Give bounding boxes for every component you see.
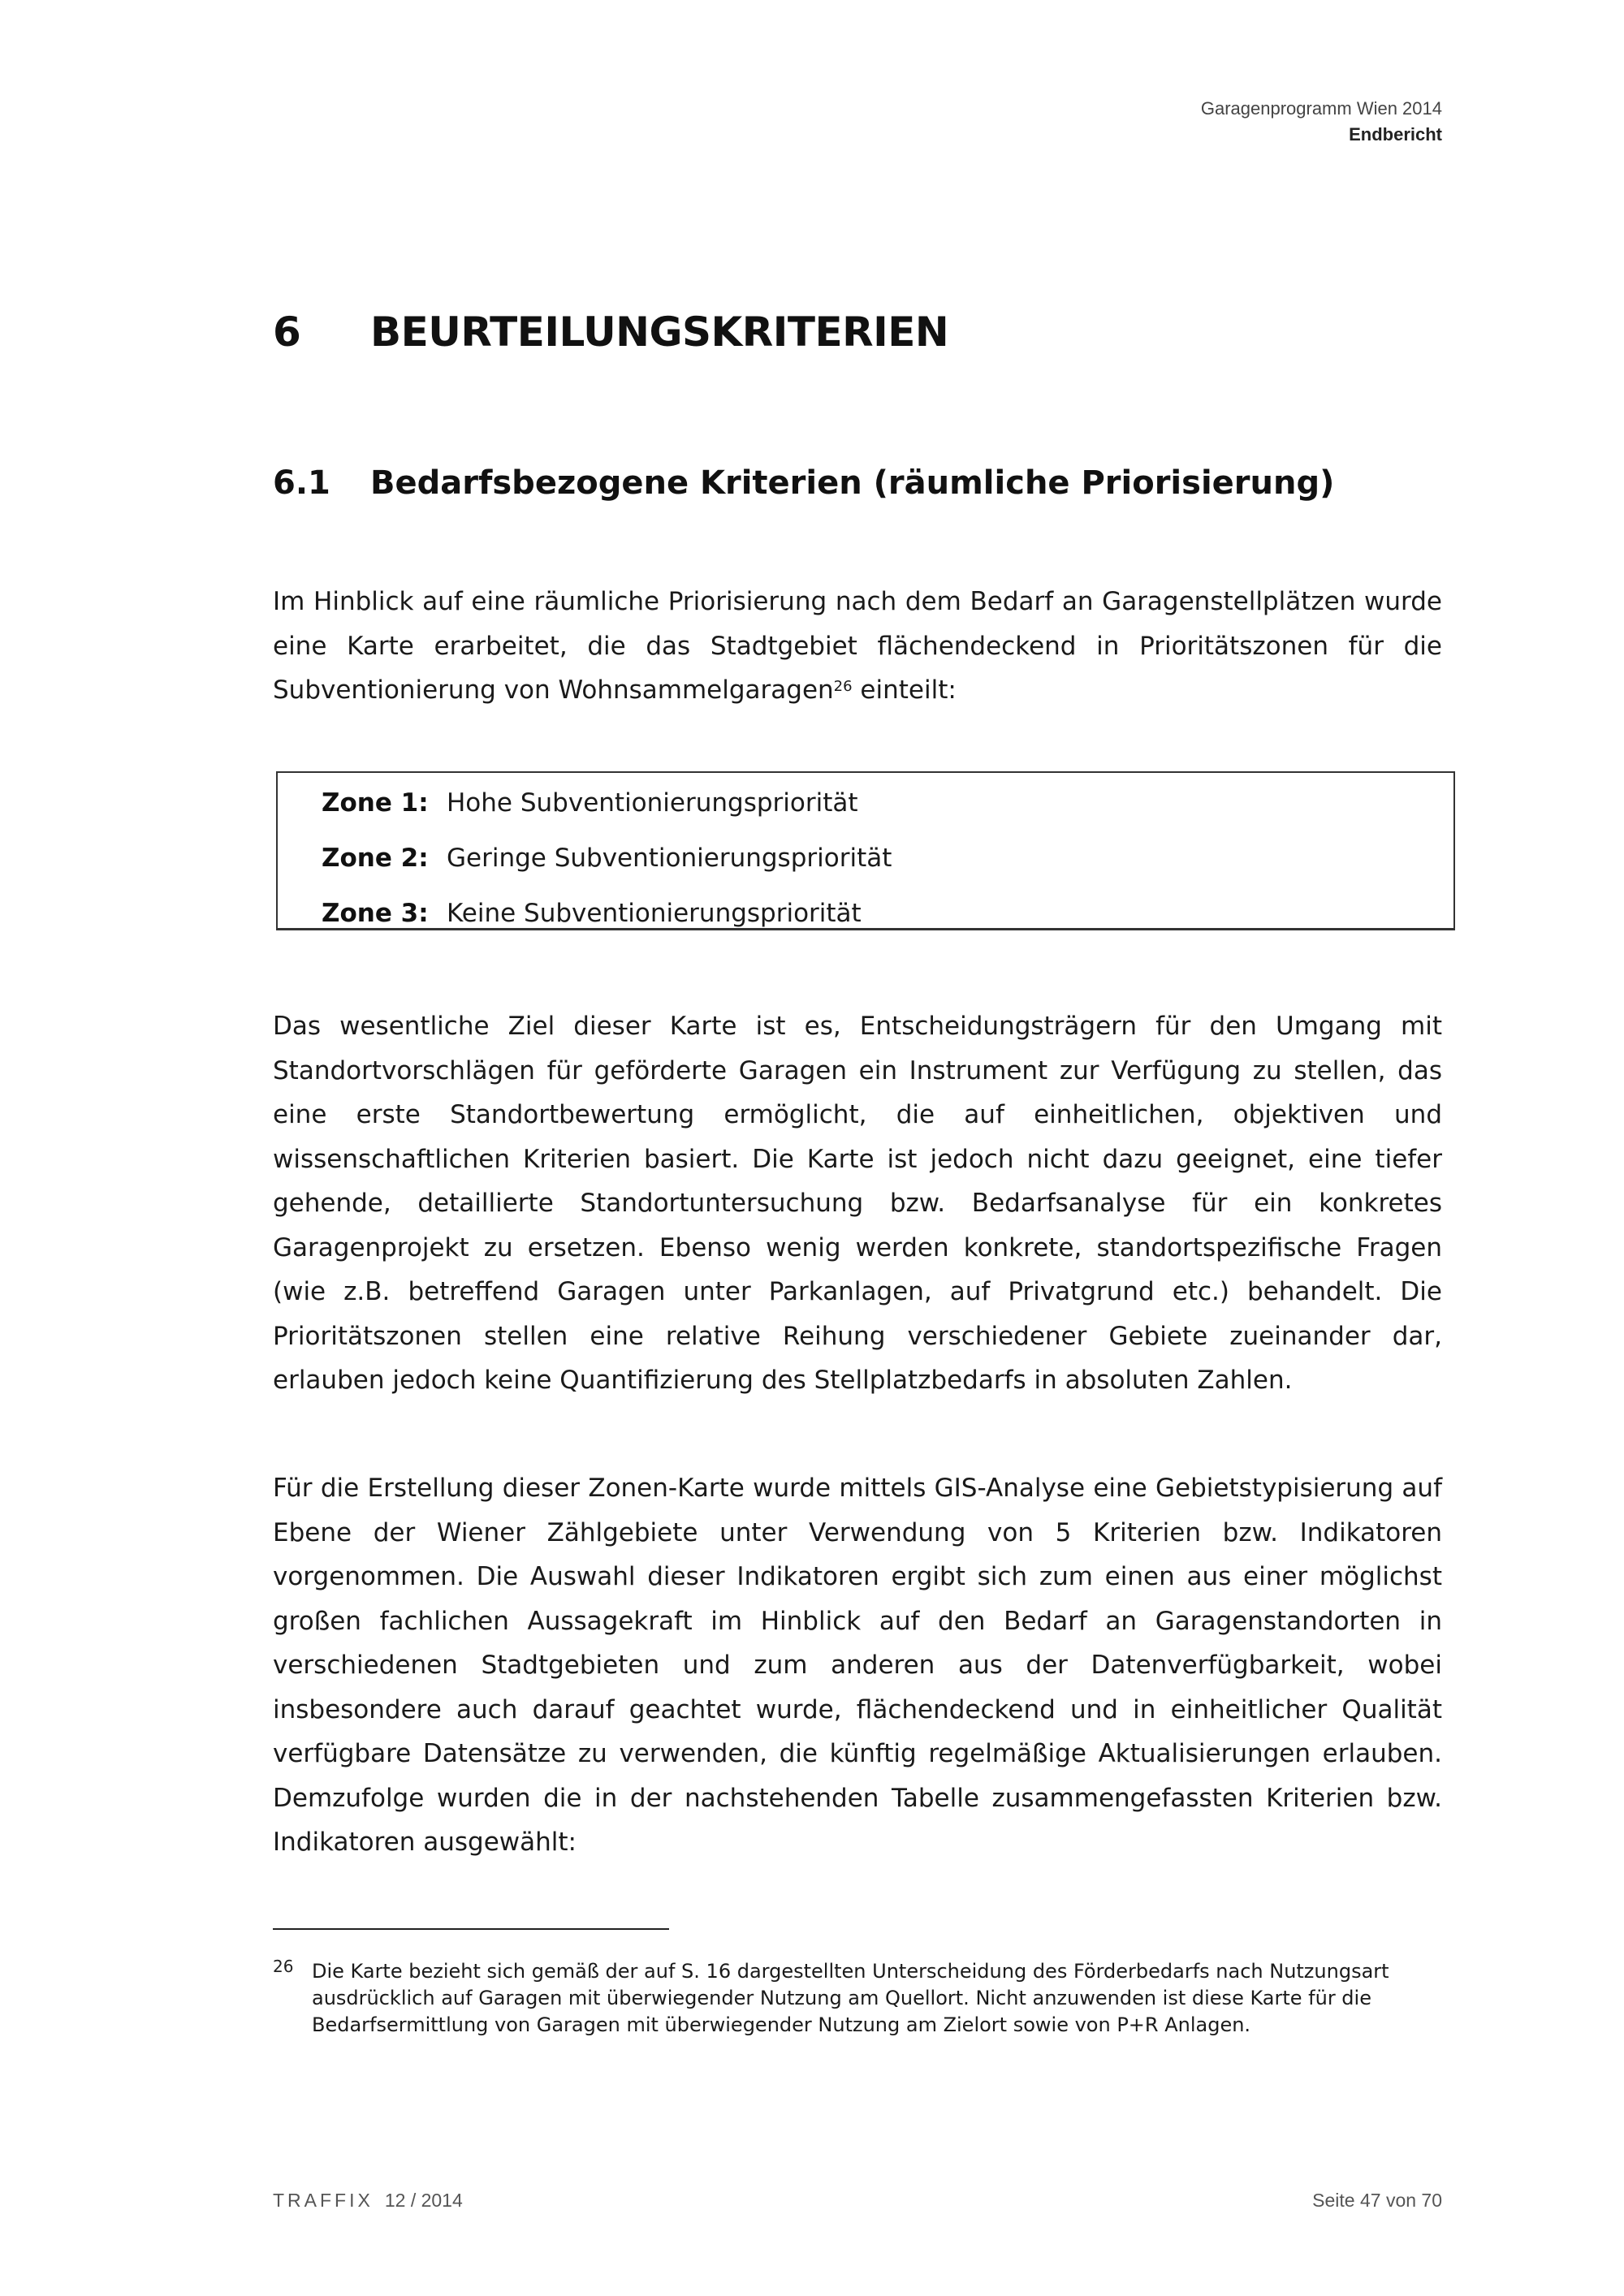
zone-description: Geringe Subventionierungspriorität [447, 844, 892, 873]
goal-paragraph: Das wesentliche Ziel dieser Karte ist es, Entscheidungsträgern für den Umgang mit Standortvorschlägen für geförderte Garagen ein Instrument zur Verfügung zu stellen, das eine erste Standortbewertung ermöglicht, die auf einheitlichen, objektiven und wissenschaftlichen Kriterien basiert. Die Karte ist jedoch nicht dazu geeignet, eine tiefer gehende, detaillierte Standortuntersuchung bzw. Bedarfsanalyse für ein konkretes Garagenprojekt zu ersetzen. Ebenso wenig werden konkrete, standortspezifische Fragen (wie z.B. betreffend Garagen unter Parkanlagen, auf Privatgrund etc.) behandelt. Die Prioritätszonen stellen eine relative Reihung verschiedener Gebiete zueinander dar, erlauben jedoch keine Quantifizierung des Stellplatzbedarfs in absoluten Zahlen. [273, 1012, 1442, 1395]
intro-text: Im Hinblick auf eine räumliche Priorisierung nach dem Bedarf an Garagenstellplätzen wurde eine Karte erarbeitet, die das Stadtgebiet flächendeckend in Prioritätszonen für die Subventionierung von Wohnsammelgaragen [273, 587, 1442, 705]
method-paragraph: Für die Erstellung dieser Zonen-Karte wurde mittels GIS-Analyse eine Gebietstypisierung auf Ebene der Wiener Zählgebiete unter Verwendung von 5 Kriterien bzw. Indikatoren vorgenommen. Die Auswahl dieser Indikatoren ergibt sich zum einen aus einer möglichst großen fachlichen Aussagekraft im Hinblick auf den Bedarf an Garagenstandorten in verschiedenen Stadtgebieten und zum anderen aus der Datenverfügbarkeit, wobei insbesondere auch darauf geachtet wurde, flächendeckend und in einheitlicher Qualität verfügbare Datensätze zu verwenden, die künftig regelmäßige Aktualisierungen erlauben. Demzufolge wurden die in der nachstehenden Tabelle zusammengefassten Kriterien bzw. Indikatoren ausgewählt: [273, 1474, 1442, 1857]
zone-row [322, 787, 858, 819]
zone-box [276, 771, 1455, 930]
header-title: Garagenprogramm Wien 2014 [1200, 98, 1442, 119]
section-number: 6 [273, 309, 301, 356]
footer-company: TRAFFIX [273, 2190, 374, 2211]
footnote-number: 26 [273, 1957, 294, 1976]
footnote-reference: 26 [833, 678, 853, 695]
subsection-number: 6.1 [273, 464, 330, 502]
zone-row [322, 897, 862, 930]
zone-description: Hohe Subventionierungspriorität [447, 788, 858, 818]
zone-row [322, 842, 892, 874]
intro-text-end: einteilt: [852, 675, 957, 705]
page-number: Seite 47 von 70 [1312, 2190, 1442, 2211]
footnote-text: Die Karte bezieht sich gemäß der auf S. 16 dargestellten Unterscheidung des Förderbedarfs nach Nutzungsart ausdrücklich auf Garagen mit überwiegender Nutzung am Quellort. Nicht anzuwenden ist diese Karte für die Bedarfsermittlung von Garagen mit überwiegender Nutzung am Zielort sowie von P+R Anlagen. [312, 1960, 1389, 2036]
section-title: BEURTEILUNGSKRITERIEN [370, 309, 949, 356]
page-header [1201, 96, 1442, 148]
zone-description: Keine Subventionierungspriorität [447, 899, 862, 928]
footer-date: 12 / 2014 [384, 2190, 463, 2211]
section-heading [273, 309, 948, 356]
page-footer-left [273, 2190, 463, 2212]
zone-label: Zone 3: [322, 899, 429, 928]
subsection-heading [273, 464, 1334, 502]
footnote-divider [273, 1928, 669, 1930]
zone-label: Zone 1: [322, 788, 429, 818]
zone-label: Zone 2: [322, 844, 429, 873]
header-subtitle: Endbericht [1349, 124, 1442, 145]
subsection-title: Bedarfsbezogene Kriterien (räumliche Priorisierung) [370, 464, 1335, 502]
intro-paragraph [273, 580, 1442, 713]
